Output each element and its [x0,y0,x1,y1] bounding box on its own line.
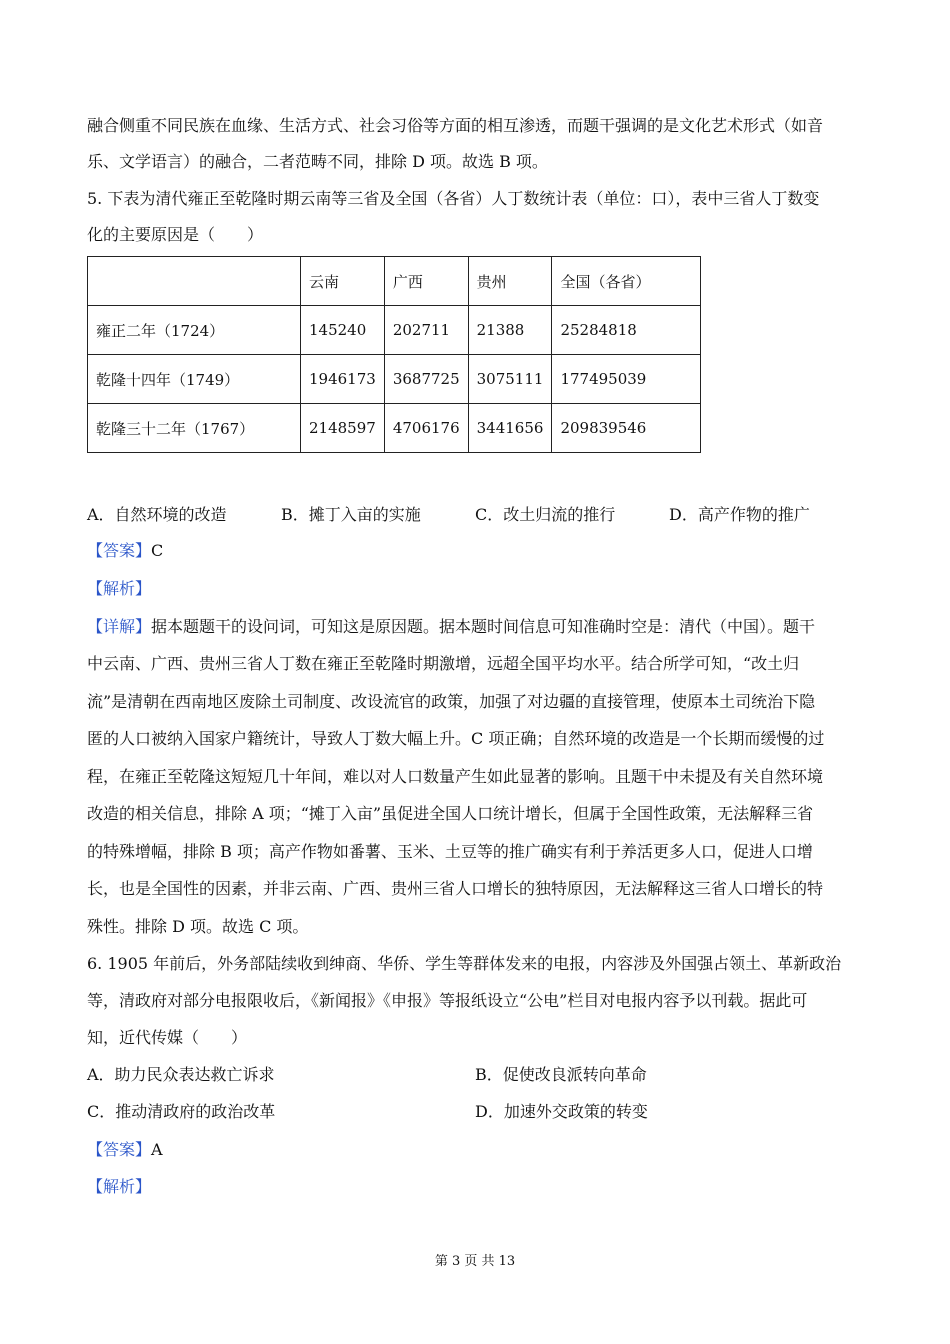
q5-detail-line: 中云南、广西、贵州三省人丁数在雍正至乾隆时期激增，远超全国平均水平。结合所学可知，“改土归 [87,654,800,673]
table-header-cell: 广西 [384,257,468,306]
population-table [87,256,701,453]
q5-detail-line: 殊性。排除 D 项。故选 C 项。 [87,917,309,936]
q6-stem-line: 等，清政府对部分电报限收后，《新闻报》《申报》等报纸设立“公电”栏目对电报内容予以刊载。据此可 [87,991,808,1010]
answer-value: A [151,1140,163,1159]
table-cell: 乾隆三十二年（1767） [88,404,301,453]
answer-tag: 【答案】 [87,541,152,560]
q5-detail-line [87,616,815,638]
table-cell: 乾隆十四年（1749） [88,355,301,404]
q5-stem-line: 5. 下表为清代雍正至乾隆时期云南等三省及全国（各省）人丁数统计表（单位：口），表中三省人丁数变 [87,189,820,208]
table-row [88,355,701,404]
prev-explanation-line: 乐、文学语言）的融合，二者范畴不同，排除 D 项。故选 B 项。 [87,152,548,171]
table-row [88,404,701,453]
q5-analysis-heading [87,578,151,600]
q5-detail-line: 长，也是全国性的因素，并非云南、广西、贵州三省人口增长的独特原因，无法解释这三省人口增长的特 [87,879,824,898]
detail-text: 据本题题干的设问词，可知这是原因题。据本题时间信息可知准确时空是：清代（中国）。题干 [151,617,816,636]
table-cell: 177495039 [552,355,701,404]
q5-option-c: C．改土归流的推行 [475,505,616,524]
answer-value: C [151,541,164,560]
table-cell: 雍正二年（1724） [88,306,301,355]
prev-explanation-line: 融合侧重不同民族在血缘、生活方式、社会习俗等方面的相互渗透，而题干强调的是文化艺术形式（如音 [87,116,824,135]
q6-analysis-heading [87,1176,151,1198]
analysis-tag: 【解析】 [87,579,152,598]
q5-option-d: D．高产作物的推广 [669,505,810,524]
q6-option-a: A．助力民众表达救亡诉求 [87,1065,275,1084]
table-cell: 145240 [301,306,385,355]
q6-option-d: D．加速外交政策的转变 [475,1102,648,1121]
q5-answer [87,540,163,562]
detail-tag: 【详解】 [87,617,152,636]
table-header-cell: 贵州 [468,257,552,306]
q5-detail-line: 流”是清朝在西南地区废除土司制度、改设流官的政策，加强了对边疆的直接管理，使原本土司统治下隐 [87,692,816,711]
table-cell: 3075111 [468,355,552,404]
q6-stem-line: 6. 1905 年前后，外务部陆续收到绅商、华侨、学生等群体发来的电报，内容涉及外国强占领土、革新政治 [87,954,842,973]
q5-detail-line: 改造的相关信息，排除 A 项；“摊丁入亩”虽促进全国人口统计增长，但属于全国性政策，无法解释三省 [87,804,814,823]
page-number: 第 3 页 共 13 [434,1254,516,1269]
analysis-tag: 【解析】 [87,1177,152,1196]
table-header-row [88,257,701,306]
table-cell: 25284818 [552,306,701,355]
table-cell: 3441656 [468,404,552,453]
table-cell: 1946173 [301,355,385,404]
q5-option-b: B．摊丁入亩的实施 [281,505,421,524]
q5-option-a: A．自然环境的改造 [87,505,227,524]
answer-tag: 【答案】 [87,1140,152,1159]
table-row [88,306,701,355]
q6-option-b: B．促使改良派转向革命 [475,1065,647,1084]
q6-option-c: C．推动清政府的政治改革 [87,1102,276,1121]
table-header-cell: 全国（各省） [552,257,701,306]
table-header-cell [88,257,301,306]
table-cell: 2148597 [301,404,385,453]
q5-detail-line: 程，在雍正至乾隆这短短几十年间，难以对人口数量产生如此显著的影响。且题干中未提及有关自然环境 [87,767,824,786]
q6-answer [87,1139,163,1161]
q6-stem-line: 知，近代传媒（ ） [87,1028,248,1047]
table-cell: 21388 [468,306,552,355]
q5-detail-line: 匿的人口被纳入国家户籍统计，导致人丁数大幅上升。C 项正确；自然环境的改造是一个长期而缓慢的过 [87,729,825,748]
table-cell: 4706176 [384,404,468,453]
table-cell: 202711 [384,306,468,355]
q5-stem-line: 化的主要原因是（ ） [87,225,264,244]
table-cell: 3687725 [384,355,468,404]
q5-detail-line: 的特殊增幅，排除 B 项；高产作物如番薯、玉米、土豆等的推广确实有利于养活更多人口，促进人口增 [87,842,813,861]
table-cell: 209839546 [552,404,701,453]
table-header-cell: 云南 [301,257,385,306]
